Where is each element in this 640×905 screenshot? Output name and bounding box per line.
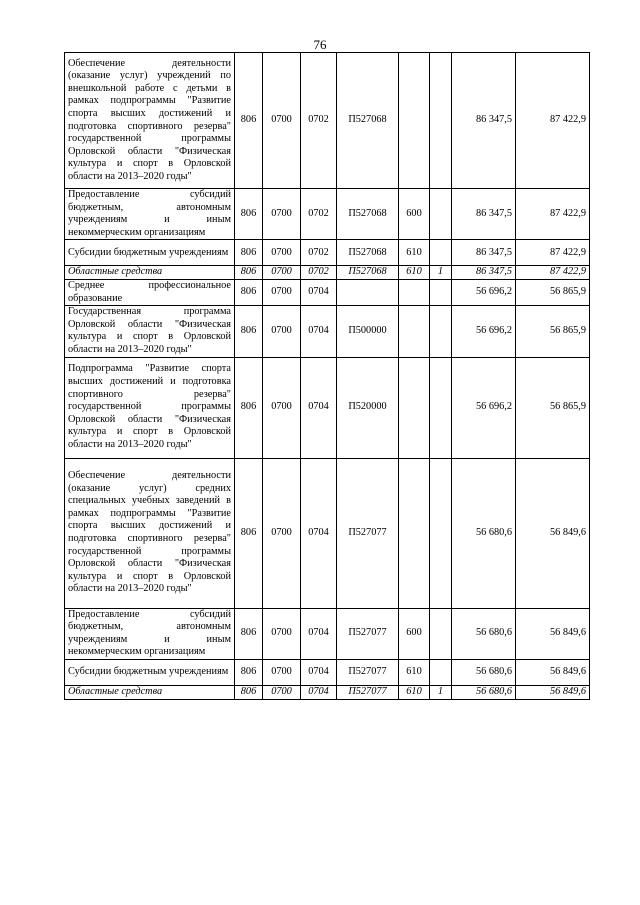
sum-2016-cell: 56 849,6 (516, 608, 590, 659)
row-description: Подпрограмма "Развитие спорта высших достижений и подготовка спортивного резерва" государственной программы Орловской области "Физическая культура и спорт в Орловской области на 2013–2020 годы" (65, 357, 235, 458)
table-row (65, 685, 590, 699)
vr-cell (399, 357, 430, 458)
grbs-cell: 806 (235, 458, 263, 608)
pr-cell: 0704 (301, 458, 337, 608)
pr-cell: 0704 (301, 685, 337, 699)
pr-cell: 0702 (301, 240, 337, 266)
sum-2016-cell: 56 865,9 (516, 306, 590, 357)
table-row (65, 189, 590, 240)
sum-2016-cell: 56 849,6 (516, 458, 590, 608)
rz-cell: 0700 (263, 189, 301, 240)
sum-2015-cell: 86 347,5 (452, 189, 516, 240)
sum-2015-cell: 86 347,5 (452, 266, 516, 280)
csr-cell: П527077 (337, 659, 399, 685)
rz-cell: 0700 (263, 53, 301, 189)
grbs-cell: 806 (235, 189, 263, 240)
vr-cell: 600 (399, 608, 430, 659)
rz-cell: 0700 (263, 240, 301, 266)
sum-2015-cell: 56 680,6 (452, 659, 516, 685)
rz-cell: 0700 (263, 659, 301, 685)
pr-cell: 0704 (301, 357, 337, 458)
source-cell: 1 (430, 685, 452, 699)
row-description: Областные средства (65, 266, 235, 280)
grbs-cell: 806 (235, 279, 263, 305)
vr-cell: 610 (399, 685, 430, 699)
row-description: Среднее профессиональное образование (65, 279, 235, 305)
csr-cell: П527068 (337, 53, 399, 189)
vr-cell: 610 (399, 659, 430, 685)
rz-cell: 0700 (263, 608, 301, 659)
sum-2015-cell: 56 696,2 (452, 357, 516, 458)
sum-2015-cell: 56 696,2 (452, 279, 516, 305)
grbs-cell: 806 (235, 240, 263, 266)
sum-2015-cell: 56 696,2 (452, 306, 516, 357)
table-row (65, 279, 590, 305)
table-row (65, 306, 590, 357)
csr-cell: П520000 (337, 357, 399, 458)
sum-2016-cell: 87 422,9 (516, 266, 590, 280)
sum-2016-cell: 56 849,6 (516, 685, 590, 699)
grbs-cell: 806 (235, 357, 263, 458)
sum-2015-cell: 56 680,6 (452, 685, 516, 699)
table-row (65, 53, 590, 189)
table-row (65, 266, 590, 280)
row-description: Областные средства (65, 685, 235, 699)
source-cell (430, 189, 452, 240)
table-row (65, 357, 590, 458)
row-description: Обеспечение деятельности (оказание услуг) учреждений по внешкольной работе с детьми в рамках подпрограммы "Развитие спорта высших достижений и подготовка спортивного резерва" государственной программы Орловской области "Физическая культура и спорт в Орловской области на 2013–2020 годы" (65, 53, 235, 189)
csr-cell: П527077 (337, 608, 399, 659)
sum-2016-cell: 87 422,9 (516, 240, 590, 266)
vr-cell: 610 (399, 240, 430, 266)
csr-cell: П527068 (337, 189, 399, 240)
grbs-cell: 806 (235, 306, 263, 357)
csr-cell (337, 279, 399, 305)
pr-cell: 0702 (301, 53, 337, 189)
rz-cell: 0700 (263, 306, 301, 357)
sum-2016-cell: 56 849,6 (516, 659, 590, 685)
budget-table (64, 52, 590, 700)
rz-cell: 0700 (263, 685, 301, 699)
vr-cell (399, 279, 430, 305)
source-cell (430, 608, 452, 659)
sum-2015-cell: 56 680,6 (452, 608, 516, 659)
table-row (65, 458, 590, 608)
source-cell (430, 659, 452, 685)
page-number: 76 (313, 37, 327, 52)
grbs-cell: 806 (235, 53, 263, 189)
rz-cell: 0700 (263, 458, 301, 608)
rz-cell: 0700 (263, 357, 301, 458)
row-description: Предоставление субсидий бюджетным, автономным учреждениям и иным некоммерческим организациям (65, 608, 235, 659)
vr-cell (399, 458, 430, 608)
vr-cell (399, 306, 430, 357)
source-cell (430, 240, 452, 266)
row-description: Предоставление субсидий бюджетным, автономным учреждениям и иным некоммерческим организациям (65, 189, 235, 240)
source-cell (430, 279, 452, 305)
sum-2016-cell: 56 865,9 (516, 357, 590, 458)
sum-2016-cell: 56 865,9 (516, 279, 590, 305)
row-description: Обеспечение деятельности (оказание услуг) средних специальных учебных заведений в рамках подпрограммы "Развитие спорта высших достижений и подготовка спортивного резерва" государственной программы Орловской области "Физическая культура и спорт в Орловской области на 2013–2020 годы" (65, 458, 235, 608)
grbs-cell: 806 (235, 685, 263, 699)
source-cell (430, 458, 452, 608)
source-cell: 1 (430, 266, 452, 280)
csr-cell: П527077 (337, 685, 399, 699)
grbs-cell: 806 (235, 659, 263, 685)
source-cell (430, 53, 452, 189)
csr-cell: П500000 (337, 306, 399, 357)
grbs-cell: 806 (235, 266, 263, 280)
table-row (65, 608, 590, 659)
csr-cell: П527077 (337, 458, 399, 608)
row-description: Субсидии бюджетным учреждениям (65, 240, 235, 266)
grbs-cell: 806 (235, 608, 263, 659)
rz-cell: 0700 (263, 266, 301, 280)
table-row (65, 240, 590, 266)
sum-2015-cell: 56 680,6 (452, 458, 516, 608)
pr-cell: 0704 (301, 659, 337, 685)
csr-cell: П527068 (337, 266, 399, 280)
pr-cell: 0704 (301, 279, 337, 305)
sum-2015-cell: 86 347,5 (452, 240, 516, 266)
csr-cell: П527068 (337, 240, 399, 266)
pr-cell: 0704 (301, 608, 337, 659)
source-cell (430, 357, 452, 458)
sum-2016-cell: 87 422,9 (516, 189, 590, 240)
vr-cell: 610 (399, 266, 430, 280)
pr-cell: 0702 (301, 189, 337, 240)
table-row (65, 659, 590, 685)
vr-cell: 600 (399, 189, 430, 240)
sum-2016-cell: 87 422,9 (516, 53, 590, 189)
source-cell (430, 306, 452, 357)
row-description: Государственная программа Орловской области "Физическая культура и спорт в Орловской области на 2013–2020 годы" (65, 306, 235, 357)
vr-cell (399, 53, 430, 189)
pr-cell: 0704 (301, 306, 337, 357)
rz-cell: 0700 (263, 279, 301, 305)
row-description: Субсидии бюджетным учреждениям (65, 659, 235, 685)
sum-2015-cell: 86 347,5 (452, 53, 516, 189)
pr-cell: 0702 (301, 266, 337, 280)
